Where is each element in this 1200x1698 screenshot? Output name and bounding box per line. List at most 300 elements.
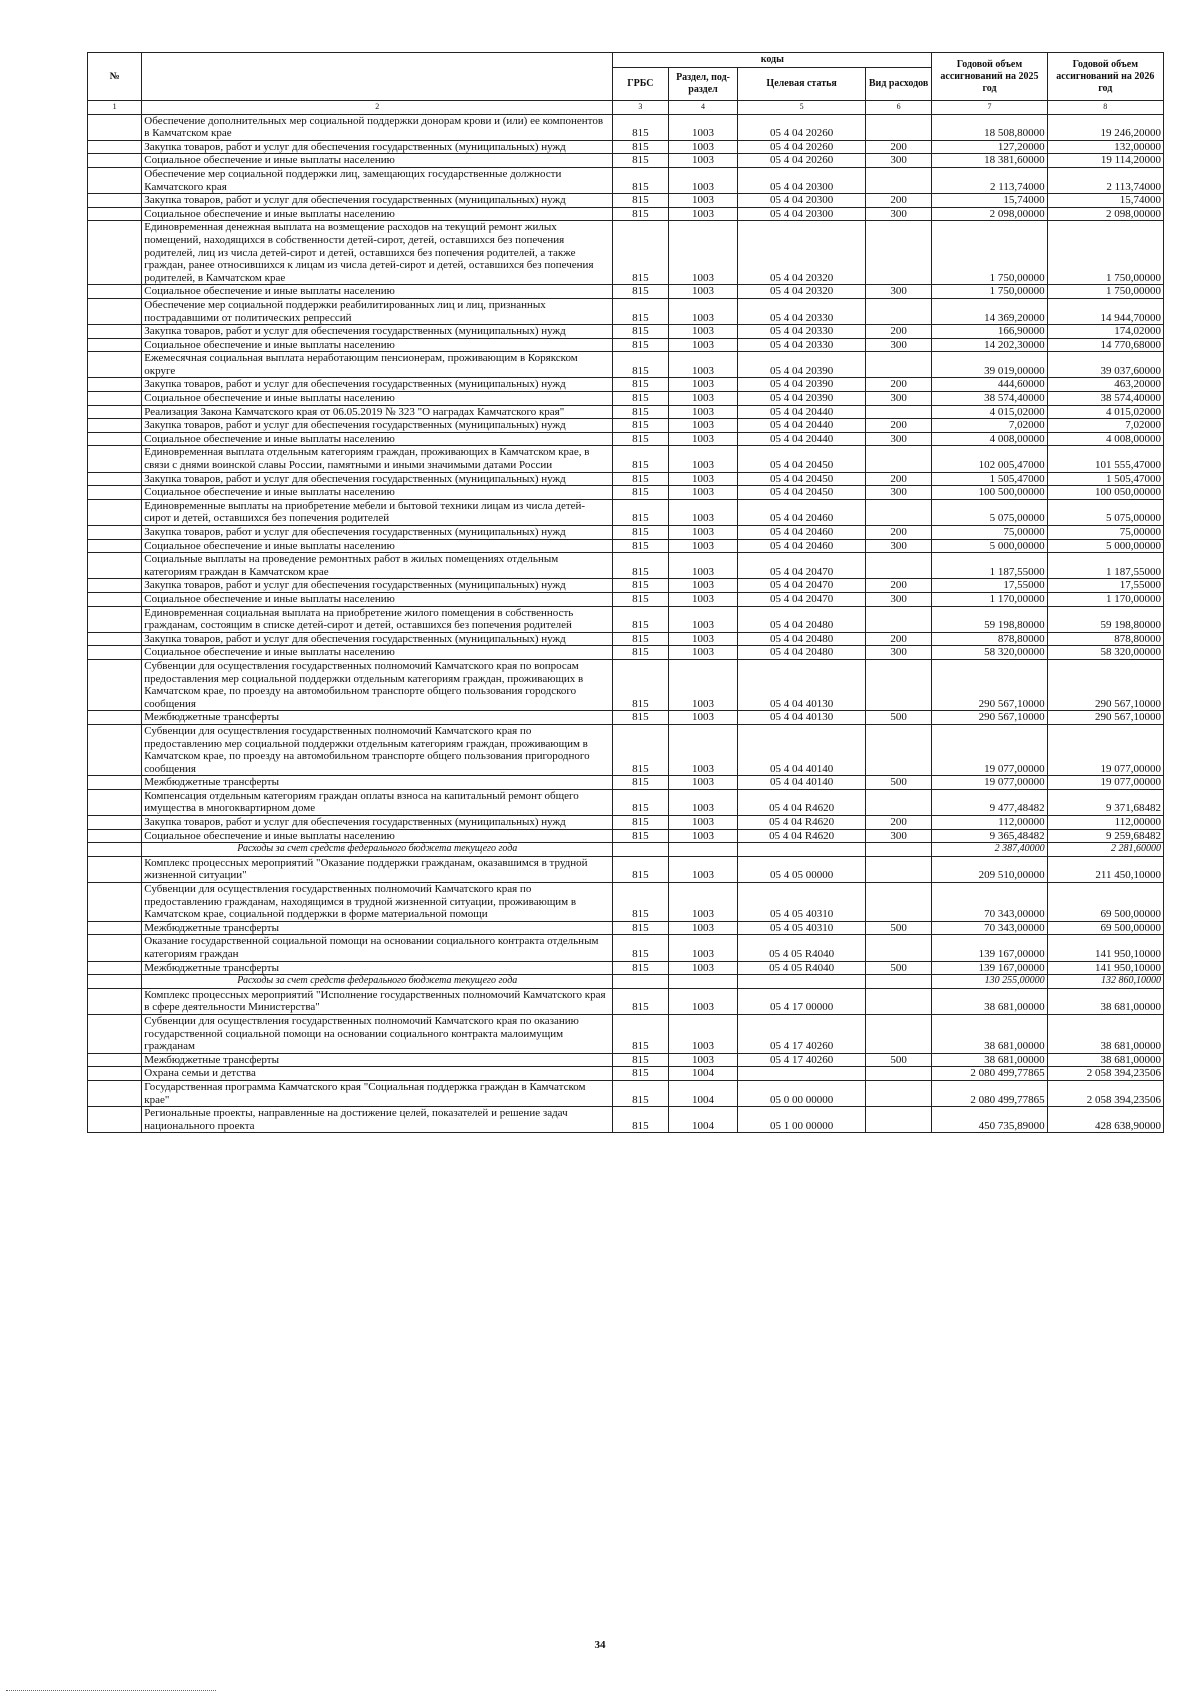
cell-section: 1003	[668, 207, 738, 221]
cell-grbs: 815	[613, 961, 668, 975]
cell-section: 1003	[668, 816, 738, 830]
cell-name: Обеспечение мер социальной поддержки лиц, замещающих государственные должности Камчатского края	[142, 167, 613, 193]
cell-grbs: 815	[613, 472, 668, 486]
cell-section: 1003	[668, 606, 738, 632]
cell-grbs: 815	[613, 659, 668, 710]
header-grbs: ГРБС	[613, 68, 668, 101]
cell-volume-2026: 132 860,10000	[1047, 975, 1163, 989]
cell-expense-type	[865, 1080, 932, 1106]
cell-target-article: 05 4 04 20300	[738, 207, 865, 221]
cell-grbs	[613, 843, 668, 857]
cell-expense-type	[865, 1067, 932, 1081]
cell-section: 1003	[668, 167, 738, 193]
cell-volume-2025: 290 567,10000	[932, 659, 1047, 710]
cell-target-article: 05 4 17 00000	[738, 988, 865, 1014]
cell-section: 1003	[668, 592, 738, 606]
cell-grbs: 815	[613, 816, 668, 830]
table-row	[88, 1067, 1164, 1081]
table-row	[88, 298, 1164, 324]
cell-section: 1004	[668, 1107, 738, 1133]
cell-grbs: 815	[613, 378, 668, 392]
cell-name: Комплекс процессных мероприятий "Оказание поддержки гражданам, оказавшимся в трудной жизненной ситуации"	[142, 856, 613, 882]
cell-volume-2026: 878,80000	[1047, 632, 1163, 646]
cell-volume-2025: 139 167,00000	[932, 961, 1047, 975]
cell-volume-2025: 15,74000	[932, 194, 1047, 208]
cell-grbs	[613, 975, 668, 989]
cell-grbs: 815	[613, 606, 668, 632]
cell-volume-2025: 38 574,40000	[932, 392, 1047, 406]
cell-section: 1003	[668, 154, 738, 168]
cell-expense-type: 200	[865, 419, 932, 433]
cell-expense-type: 200	[865, 378, 932, 392]
cell-volume-2025: 70 343,00000	[932, 883, 1047, 922]
cell-no	[88, 446, 142, 472]
table-row	[88, 988, 1164, 1014]
cell-expense-type: 300	[865, 486, 932, 500]
cell-name: Охрана семьи и детства	[142, 1067, 613, 1081]
cell-volume-2026: 428 638,90000	[1047, 1107, 1163, 1133]
cell-expense-type: 300	[865, 154, 932, 168]
cell-name: Закупка товаров, работ и услуг для обеспечения государственных (муниципальных) нужд	[142, 579, 613, 593]
cell-section	[668, 975, 738, 989]
table-row	[88, 432, 1164, 446]
table-row	[88, 659, 1164, 710]
cell-expense-type: 300	[865, 207, 932, 221]
cell-grbs: 815	[613, 935, 668, 961]
cell-volume-2025: 290 567,10000	[932, 711, 1047, 725]
cell-no	[88, 553, 142, 579]
cell-volume-2025: 450 735,89000	[932, 1107, 1047, 1133]
cell-target-article: 05 4 04 20470	[738, 553, 865, 579]
cell-target-article: 05 4 04 20440	[738, 405, 865, 419]
cell-volume-2026: 290 567,10000	[1047, 659, 1163, 710]
cell-volume-2025: 14 202,30000	[932, 338, 1047, 352]
budget-sheet	[87, 52, 1164, 1133]
cell-name: Закупка товаров, работ и услуг для обеспечения государственных (муниципальных) нужд	[142, 140, 613, 154]
federal-subtotal-row	[88, 843, 1164, 857]
cell-volume-2025: 38 681,00000	[932, 1014, 1047, 1053]
cell-volume-2025: 444,60000	[932, 378, 1047, 392]
cell-target-article	[738, 1067, 865, 1081]
cell-volume-2026: 1 750,00000	[1047, 221, 1163, 285]
cell-no	[88, 221, 142, 285]
cell-name: Закупка товаров, работ и услуг для обеспечения государственных (муниципальных) нужд	[142, 194, 613, 208]
cell-no	[88, 419, 142, 433]
cell-name: Социальное обеспечение и иные выплаты населению	[142, 207, 613, 221]
table-row	[88, 1080, 1164, 1106]
cell-name: Социальное обеспечение и иные выплаты населению	[142, 432, 613, 446]
cell-grbs: 815	[613, 114, 668, 140]
cell-volume-2026: 100 050,00000	[1047, 486, 1163, 500]
cell-target-article: 05 4 04 20480	[738, 632, 865, 646]
cell-grbs: 815	[613, 446, 668, 472]
column-number: 5	[738, 101, 865, 115]
cell-expense-type: 500	[865, 961, 932, 975]
table-row	[88, 961, 1164, 975]
cell-target-article: 05 4 04 20390	[738, 378, 865, 392]
cell-volume-2025: 127,20000	[932, 140, 1047, 154]
cell-no	[88, 829, 142, 843]
cell-grbs: 815	[613, 221, 668, 285]
cell-target-article: 05 4 04 20460	[738, 499, 865, 525]
cell-name: Социальное обеспечение и иные выплаты населению	[142, 285, 613, 299]
cell-expense-type: 500	[865, 711, 932, 725]
cell-section: 1003	[668, 776, 738, 790]
cell-expense-type: 200	[865, 194, 932, 208]
cell-section: 1003	[668, 659, 738, 710]
cell-section: 1003	[668, 539, 738, 553]
cell-target-article: 05 4 04 20260	[738, 140, 865, 154]
cell-volume-2026: 39 037,60000	[1047, 352, 1163, 378]
cell-name: Социальное обеспечение и иные выплаты населению	[142, 646, 613, 660]
cell-target-article: 05 4 05 00000	[738, 856, 865, 882]
cell-volume-2026: 69 500,00000	[1047, 883, 1163, 922]
cell-section: 1003	[668, 789, 738, 815]
cell-name: Компенсация отдельным категориям граждан оплаты взноса на капитальный ремонт общего имущества в многоквартирном доме	[142, 789, 613, 815]
cell-volume-2026: 69 500,00000	[1047, 921, 1163, 935]
page-number: 34	[594, 1639, 606, 1651]
cell-volume-2025: 58 320,00000	[932, 646, 1047, 660]
cell-volume-2025: 102 005,47000	[932, 446, 1047, 472]
cell-volume-2025: 2 080 499,77865	[932, 1067, 1047, 1081]
cell-name: Обеспечение дополнительных мер социальной поддержки донорам крови и (или) ее компонентов в Камчатском крае	[142, 114, 613, 140]
cell-grbs: 815	[613, 646, 668, 660]
cell-expense-type	[865, 114, 932, 140]
cell-expense-type	[865, 935, 932, 961]
cell-no	[88, 432, 142, 446]
cell-volume-2026: 112,00000	[1047, 816, 1163, 830]
cell-expense-type: 300	[865, 829, 932, 843]
cell-volume-2026: 17,55000	[1047, 579, 1163, 593]
cell-volume-2026: 5 000,00000	[1047, 539, 1163, 553]
cell-volume-2026: 19 246,20000	[1047, 114, 1163, 140]
cell-volume-2025: 4 008,00000	[932, 432, 1047, 446]
table-row	[88, 154, 1164, 168]
cell-no	[88, 856, 142, 882]
table-row	[88, 1107, 1164, 1133]
cell-section: 1003	[668, 221, 738, 285]
cell-no	[88, 988, 142, 1014]
cell-target-article: 05 4 04 20300	[738, 167, 865, 193]
cell-no	[88, 961, 142, 975]
cell-expense-type: 300	[865, 432, 932, 446]
cell-target-article: 05 4 04 20260	[738, 114, 865, 140]
cell-volume-2026: 38 681,00000	[1047, 988, 1163, 1014]
column-number-row	[88, 101, 1164, 115]
cell-grbs: 815	[613, 1107, 668, 1133]
cell-volume-2025: 112,00000	[932, 816, 1047, 830]
table-row	[88, 194, 1164, 208]
cell-target-article: 05 4 17 40260	[738, 1053, 865, 1067]
cell-no	[88, 975, 142, 989]
cell-volume-2026: 5 075,00000	[1047, 499, 1163, 525]
table-row	[88, 1053, 1164, 1067]
cell-no	[88, 526, 142, 540]
cell-grbs: 815	[613, 789, 668, 815]
cell-section: 1003	[668, 1014, 738, 1053]
cell-expense-type: 200	[865, 140, 932, 154]
cell-expense-type	[865, 352, 932, 378]
cell-no	[88, 1053, 142, 1067]
cell-volume-2026: 7,02000	[1047, 419, 1163, 433]
cell-no	[88, 378, 142, 392]
cell-name: Социальное обеспечение и иные выплаты населению	[142, 486, 613, 500]
cell-expense-type	[865, 167, 932, 193]
table-row	[88, 711, 1164, 725]
column-number: 8	[1047, 101, 1163, 115]
cell-section	[668, 843, 738, 857]
table-row	[88, 207, 1164, 221]
cell-expense-type: 200	[865, 632, 932, 646]
cell-target-article: 05 4 04 R4620	[738, 829, 865, 843]
header-no: №	[88, 53, 142, 101]
cell-no	[88, 140, 142, 154]
cell-expense-type	[865, 789, 932, 815]
cell-no	[88, 1067, 142, 1081]
table-row	[88, 816, 1164, 830]
cell-grbs: 815	[613, 285, 668, 299]
table-row	[88, 592, 1164, 606]
cell-grbs: 815	[613, 1067, 668, 1081]
cell-no	[88, 325, 142, 339]
cell-no	[88, 711, 142, 725]
cell-volume-2025: 100 500,00000	[932, 486, 1047, 500]
cell-no	[88, 194, 142, 208]
cell-name: Социальное обеспечение и иные выплаты населению	[142, 392, 613, 406]
cell-grbs: 815	[613, 526, 668, 540]
cell-volume-2026: 75,00000	[1047, 526, 1163, 540]
cell-target-article: 05 1 00 00000	[738, 1107, 865, 1133]
footer-rule	[6, 1690, 216, 1691]
cell-no	[88, 579, 142, 593]
cell-grbs: 815	[613, 856, 668, 882]
cell-grbs: 815	[613, 553, 668, 579]
table-row	[88, 392, 1164, 406]
cell-volume-2025: 2 113,74000	[932, 167, 1047, 193]
cell-section: 1003	[668, 921, 738, 935]
cell-no	[88, 843, 142, 857]
cell-target-article: 05 4 04 R4620	[738, 789, 865, 815]
cell-section: 1003	[668, 856, 738, 882]
header-codes: коды	[613, 53, 932, 68]
cell-no	[88, 405, 142, 419]
cell-volume-2026: 59 198,80000	[1047, 606, 1163, 632]
cell-name: Межбюджетные трансферты	[142, 776, 613, 790]
cell-volume-2025: 1 505,47000	[932, 472, 1047, 486]
cell-volume-2025: 1 187,55000	[932, 553, 1047, 579]
cell-name: Закупка товаров, работ и услуг для обеспечения государственных (муниципальных) нужд	[142, 419, 613, 433]
cell-volume-2025: 9 477,48482	[932, 789, 1047, 815]
cell-section: 1003	[668, 632, 738, 646]
cell-no	[88, 352, 142, 378]
cell-name: Государственная программа Камчатского края "Социальная поддержка граждан в Камчатском крае"	[142, 1080, 613, 1106]
cell-target-article: 05 4 04 40140	[738, 776, 865, 790]
cell-volume-2026: 15,74000	[1047, 194, 1163, 208]
cell-section: 1003	[668, 140, 738, 154]
cell-expense-type	[865, 988, 932, 1014]
table-row	[88, 419, 1164, 433]
cell-section: 1003	[668, 298, 738, 324]
cell-volume-2025: 17,55000	[932, 579, 1047, 593]
table-row	[88, 553, 1164, 579]
cell-section: 1003	[668, 285, 738, 299]
cell-section: 1003	[668, 499, 738, 525]
cell-target-article: 05 4 04 20390	[738, 352, 865, 378]
cell-expense-type	[865, 405, 932, 419]
column-number: 6	[865, 101, 932, 115]
cell-volume-2026: 2 098,00000	[1047, 207, 1163, 221]
cell-no	[88, 154, 142, 168]
cell-volume-2026: 4 008,00000	[1047, 432, 1163, 446]
cell-volume-2025: 18 508,80000	[932, 114, 1047, 140]
cell-no	[88, 724, 142, 775]
cell-target-article: 05 4 04 40130	[738, 659, 865, 710]
cell-section: 1003	[668, 114, 738, 140]
cell-volume-2026: 290 567,10000	[1047, 711, 1163, 725]
column-number: 4	[668, 101, 738, 115]
cell-section: 1003	[668, 378, 738, 392]
cell-expense-type: 300	[865, 646, 932, 660]
cell-name: Закупка товаров, работ и услуг для обеспечения государственных (муниципальных) нужд	[142, 632, 613, 646]
cell-grbs: 815	[613, 711, 668, 725]
cell-volume-2025: 19 077,00000	[932, 724, 1047, 775]
cell-section: 1003	[668, 392, 738, 406]
cell-volume-2025: 5 075,00000	[932, 499, 1047, 525]
cell-no	[88, 298, 142, 324]
header-volume-2026: Годовой объем ассигнований на 2026 год	[1047, 53, 1163, 101]
cell-no	[88, 816, 142, 830]
column-number: 7	[932, 101, 1047, 115]
cell-volume-2025: 130 255,00000	[932, 975, 1047, 989]
cell-expense-type	[865, 446, 932, 472]
cell-target-article: 05 4 05 R4040	[738, 961, 865, 975]
cell-expense-type	[865, 659, 932, 710]
cell-no	[88, 486, 142, 500]
table-row	[88, 921, 1164, 935]
cell-expense-type: 500	[865, 921, 932, 935]
cell-expense-type	[865, 975, 932, 989]
cell-target-article: 05 4 04 20450	[738, 472, 865, 486]
cell-volume-2026: 141 950,10000	[1047, 961, 1163, 975]
cell-no	[88, 114, 142, 140]
cell-expense-type	[865, 883, 932, 922]
cell-expense-type: 500	[865, 776, 932, 790]
cell-name: Субвенции для осуществления государственных полномочий Камчатского края по предоставлению мер социальной поддержки отдельным категориям граждан, проживающим в Камчатском крае, по проезду на автомобильном транспорте общего пользования пригородного сообщения	[142, 724, 613, 775]
table-row	[88, 352, 1164, 378]
cell-grbs: 815	[613, 352, 668, 378]
table-row	[88, 285, 1164, 299]
table-body	[88, 114, 1164, 1133]
cell-volume-2025: 139 167,00000	[932, 935, 1047, 961]
cell-expense-type	[865, 221, 932, 285]
cell-section: 1003	[668, 405, 738, 419]
cell-no	[88, 1107, 142, 1133]
cell-name: Закупка товаров, работ и услуг для обеспечения государственных (муниципальных) нужд	[142, 325, 613, 339]
cell-name: Межбюджетные трансферты	[142, 711, 613, 725]
cell-section: 1004	[668, 1080, 738, 1106]
cell-no	[88, 789, 142, 815]
cell-target-article: 05 4 04 20330	[738, 338, 865, 352]
cell-grbs: 815	[613, 298, 668, 324]
cell-expense-type: 300	[865, 285, 932, 299]
cell-expense-type: 200	[865, 816, 932, 830]
cell-name: Субвенции для осуществления государственных полномочий Камчатского края по вопросам предоставления мер социальной поддержки отдельным категориям граждан, проживающих в Камчатском крае, по проезду на автомобильном транспорте общего пользования городского сообщения	[142, 659, 613, 710]
cell-grbs: 815	[613, 1080, 668, 1106]
table-row	[88, 856, 1164, 882]
cell-name: Реализация Закона Камчатского края от 06.05.2019 № 323 "О наградах Камчатского края"	[142, 405, 613, 419]
cell-name: Комплекс процессных мероприятий "Исполнение государственных полномочий Камчатского края в сфере деятельности Министерства"	[142, 988, 613, 1014]
cell-target-article: 05 4 05 40310	[738, 883, 865, 922]
cell-no	[88, 592, 142, 606]
cell-section: 1003	[668, 829, 738, 843]
cell-target-article: 05 4 04 20480	[738, 606, 865, 632]
cell-grbs: 815	[613, 325, 668, 339]
cell-name: Закупка товаров, работ и услуг для обеспечения государственных (муниципальных) нужд	[142, 472, 613, 486]
cell-expense-type	[865, 1107, 932, 1133]
cell-volume-2026: 19 077,00000	[1047, 776, 1163, 790]
cell-target-article: 05 4 04 20450	[738, 486, 865, 500]
cell-volume-2026: 58 320,00000	[1047, 646, 1163, 660]
header-row-1	[88, 53, 1164, 68]
cell-expense-type: 200	[865, 526, 932, 540]
cell-volume-2026: 19 077,00000	[1047, 724, 1163, 775]
cell-name: Оказание государственной социальной помощи на основании социального контракта отдельным категориям граждан	[142, 935, 613, 961]
cell-volume-2025: 18 381,60000	[932, 154, 1047, 168]
cell-section: 1003	[668, 325, 738, 339]
cell-target-article: 05 4 04 20330	[738, 298, 865, 324]
cell-expense-type	[865, 724, 932, 775]
cell-grbs: 815	[613, 405, 668, 419]
cell-no	[88, 883, 142, 922]
cell-volume-2025: 1 750,00000	[932, 221, 1047, 285]
cell-target-article: 05 4 04 20330	[738, 325, 865, 339]
cell-target-article: 05 4 04 20470	[738, 592, 865, 606]
cell-grbs: 815	[613, 1053, 668, 1067]
cell-volume-2025: 878,80000	[932, 632, 1047, 646]
header-volume-2025: Годовой объем ассигнований на 2025 год	[932, 53, 1047, 101]
cell-no	[88, 1080, 142, 1106]
budget-table	[87, 52, 1164, 1133]
cell-section: 1003	[668, 711, 738, 725]
cell-volume-2026: 2 058 394,23506	[1047, 1080, 1163, 1106]
cell-grbs: 815	[613, 154, 668, 168]
cell-target-article: 05 4 04 40130	[738, 711, 865, 725]
cell-target-article: 05 4 05 R4040	[738, 935, 865, 961]
table-row	[88, 646, 1164, 660]
cell-section: 1003	[668, 194, 738, 208]
cell-grbs: 815	[613, 499, 668, 525]
cell-volume-2025: 2 098,00000	[932, 207, 1047, 221]
cell-volume-2026: 14 770,68000	[1047, 338, 1163, 352]
cell-volume-2026: 2 113,74000	[1047, 167, 1163, 193]
cell-name: Межбюджетные трансферты	[142, 921, 613, 935]
cell-expense-type: 200	[865, 325, 932, 339]
cell-volume-2025: 4 015,02000	[932, 405, 1047, 419]
cell-name: Социальное обеспечение и иные выплаты населению	[142, 338, 613, 352]
cell-volume-2026: 38 574,40000	[1047, 392, 1163, 406]
cell-expense-type: 300	[865, 338, 932, 352]
cell-target-article: 05 4 04 20320	[738, 285, 865, 299]
cell-volume-2026: 9 259,68482	[1047, 829, 1163, 843]
cell-target-article	[738, 843, 865, 857]
cell-name: Закупка товаров, работ и услуг для обеспечения государственных (муниципальных) нужд	[142, 526, 613, 540]
cell-volume-2026: 132,00000	[1047, 140, 1163, 154]
cell-expense-type: 200	[865, 472, 932, 486]
cell-expense-type: 300	[865, 539, 932, 553]
cell-grbs: 815	[613, 140, 668, 154]
cell-section: 1003	[668, 486, 738, 500]
cell-expense-type	[865, 1014, 932, 1053]
